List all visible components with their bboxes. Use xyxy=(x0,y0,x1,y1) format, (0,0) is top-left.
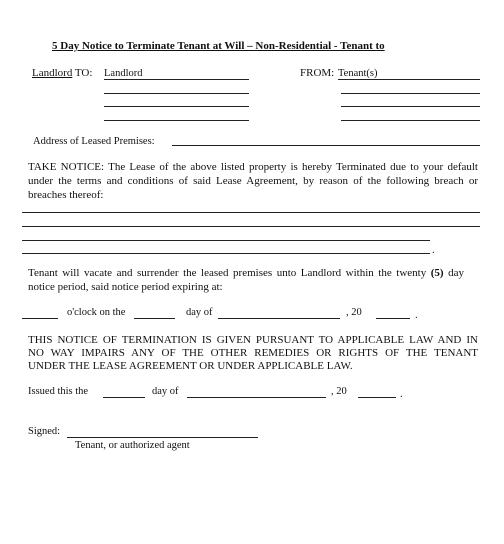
breach-line-2[interactable] xyxy=(22,226,480,227)
issued-period: . xyxy=(400,389,403,400)
signature-line[interactable] xyxy=(67,437,258,438)
from-line-4[interactable] xyxy=(341,120,480,121)
oclock-label: o'clock on the xyxy=(67,307,126,318)
expiry-day-blank[interactable] xyxy=(134,318,175,319)
from-value: Tenant(s) xyxy=(338,68,378,79)
expiry-month-blank[interactable] xyxy=(218,318,340,319)
document-title: 5 Day Notice to Terminate Tenant at Will – Non-Residential - Tenant to xyxy=(52,40,385,52)
issued-day-blank[interactable] xyxy=(103,397,145,398)
expiry-year-label: , 20 xyxy=(346,307,362,318)
issued-month-blank[interactable] xyxy=(187,397,326,398)
expiry-period: . xyxy=(415,310,418,321)
from-line-3[interactable] xyxy=(341,106,480,107)
law-line-1: THIS NOTICE OF TERMINATION IS GIVEN PURSUANT TO APPLICABLE LAW AND IN xyxy=(28,334,478,346)
notice-line-3: breaches thereof: xyxy=(28,189,104,201)
landlord-label: Landlord xyxy=(32,67,73,79)
landlord-heading xyxy=(32,67,92,79)
law-line-3: UNDER THE LEASE AGREEMENT OR UNDER APPLICABLE LAW. xyxy=(28,360,353,372)
expiry-year-blank[interactable] xyxy=(376,318,410,319)
vacate-line-1 xyxy=(28,267,464,279)
hour-blank[interactable] xyxy=(22,318,58,319)
vacate-text-post: day xyxy=(443,267,464,279)
to-line-1[interactable] xyxy=(104,79,249,80)
breach-line-4[interactable] xyxy=(22,253,430,254)
issued-year-label: , 20 xyxy=(331,386,347,397)
address-label: Address of Leased Premises: xyxy=(33,136,155,147)
address-line[interactable] xyxy=(172,145,480,146)
breach-period: . xyxy=(432,245,435,256)
vacate-text-pre: Tenant will vacate and surrender the leased premises unto Landlord within the twenty xyxy=(28,267,431,279)
issued-day-of-label: day of xyxy=(152,386,179,397)
to-value: Landlord xyxy=(104,68,143,79)
to-line-4[interactable] xyxy=(104,120,249,121)
law-line-2: NO WAY IMPAIRS ANY OF THE OTHER REMEDIES OR RIGHTS OF THE TENANT xyxy=(28,347,478,359)
from-line-2[interactable] xyxy=(341,93,480,94)
to-line-2[interactable] xyxy=(104,93,249,94)
vacate-days: (5) xyxy=(430,267,444,279)
notice-line-1: TAKE NOTICE: The Lease of the above listed property is hereby Terminated due to your default xyxy=(28,161,478,173)
from-label: FROM: xyxy=(300,67,335,79)
from-line-1[interactable] xyxy=(338,79,480,80)
to-line-3[interactable] xyxy=(104,106,249,107)
issued-label: Issued this the xyxy=(28,386,89,397)
notice-line-2: under the terms and conditions of said Lease Agreement, by reason of the following breach or xyxy=(28,175,478,187)
breach-line-1[interactable] xyxy=(22,212,480,213)
issued-year-blank[interactable] xyxy=(358,397,396,398)
signer-caption: Tenant, or authorized agent xyxy=(75,440,190,451)
vacate-line-2: notice period, said notice period expiring at: xyxy=(28,281,223,293)
breach-line-3[interactable] xyxy=(22,240,430,241)
signed-label: Signed: xyxy=(28,426,61,437)
expiry-day-of-label: day of xyxy=(186,307,213,318)
to-label: TO: xyxy=(74,67,93,79)
